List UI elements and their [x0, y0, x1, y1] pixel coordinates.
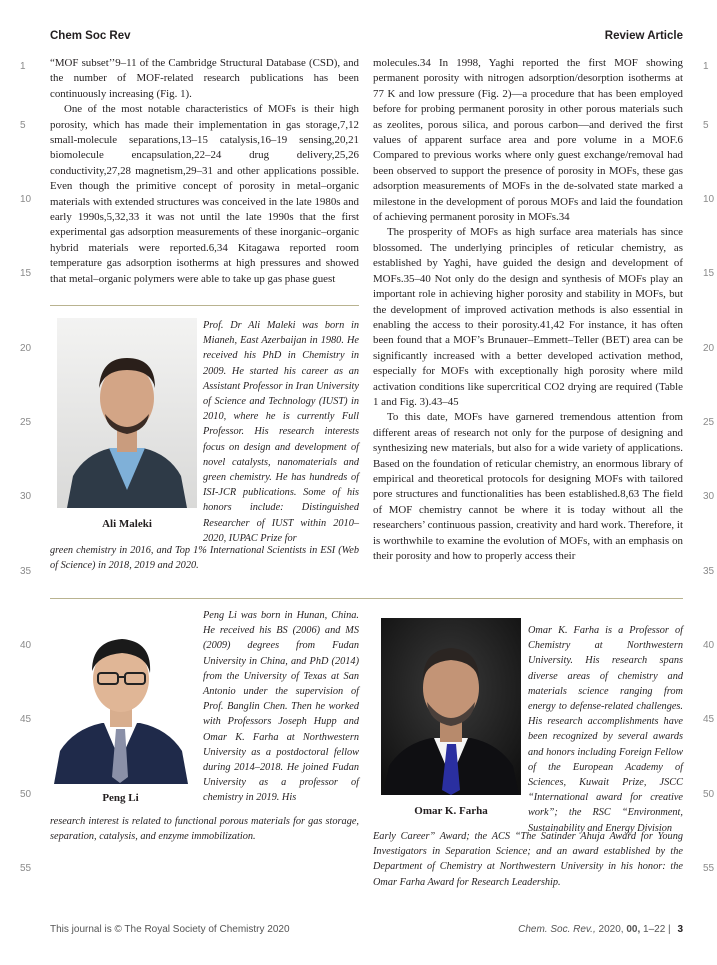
body-text-right-column [373, 56, 683, 564]
bio-separator [50, 305, 359, 306]
copyright-notice: This journal is © The Royal Society of Chemistry 2020 [50, 924, 290, 935]
line-number: 50 [703, 789, 715, 800]
line-number: 40 [20, 640, 32, 651]
line-number: 40 [703, 640, 715, 651]
paragraph: One of the most notable characteristics of MOFs is their high porosity, which has made their implementation in gas storage,7,12 small-molecule separations,13–15 catalysis,16–19 sensing,20,21 biomolecule encapsulation,22–24 drug delivery,25,26 conductivity,27,28 magnetism,29–31 and other applications possible. Even though the primitive concept of porosity in metal–organic materials with extended structures was conceived in the late 1980s and early 1990s,5,32,33 it was not until the late 1990s that the first experimental gas adsorption measurements of these inorganic–organic hybrid materials were reported.6,34 Kitagawa reported room temperature gas adsorption isotherms at high pressures and showed that metal–organic polymers were able to take up gas phase guest [50, 103, 359, 285]
bio-paragraph: Peng Li was born in Hunan, China. He received his BS (2006) and MS (2009) degrees from Fudan University in China, and PhD (2014) from the University of Texas at San Antonio under the supervision of Prof. Banglin Chen. Then he worked with Professors Joseph Hupp and Omar K. Farha at Northwestern University as a postdoctoral fellow during 2014–2018. He joined Fudan University as a professor of chemistry in 2019. His [203, 610, 359, 804]
paragraph: The prosperity of MOFs as high surface area materials has since blossomed. The underlying principles of reticular chemistry, as established by Yaghi, have guided the design and development of MOFs.35–40 Not only do the design and synthesis of MOFs play an important role in achieving higher porosity and stability in MOFs, but the development of improved activation methods is also essential in enabling the access to their porosity.41,42 For instance, it has often been found that a MOF’s Brunauer–Emmett–Teller (BET) area can be significantly increased with a better developed activation method, especially for MOFs with exceptionally high porosity where mild activation conditions like supercritical CO2 drying are required (Table 1 and Fig. 3).43–45 [373, 226, 683, 408]
line-number: 5 [703, 120, 709, 131]
bio-paragraph: green chemistry in 2016, and Top 1% International Scientists in ESI (Web of Science) in 2018, 2019 and 2020. [50, 545, 359, 572]
author-photo-ali-maleki [57, 318, 197, 508]
body-text-left-column [50, 56, 359, 287]
citation-year: 2020, [598, 924, 624, 935]
page-citation [518, 924, 683, 935]
line-number: 1 [20, 61, 26, 72]
bio-text-omar-farha-continued [373, 829, 683, 890]
line-number: 15 [20, 268, 32, 279]
journal-name: Chem Soc Rev [50, 30, 131, 42]
line-number: 55 [703, 863, 715, 874]
line-number: 45 [703, 714, 715, 725]
author-name-omar-farha: Omar K. Farha [414, 805, 488, 817]
line-number: 15 [703, 268, 715, 279]
line-number: 35 [20, 566, 32, 577]
bio-separator [50, 598, 683, 599]
line-number: 55 [20, 863, 32, 874]
bio-paragraph: research interest is related to functional porous materials for gas storage, separation, catalysis, and enzyme immobilization. [50, 816, 359, 843]
bio-text-omar-farha [528, 623, 683, 836]
line-number: 10 [20, 194, 32, 205]
paragraph: “MOF subset’’9–11 of the Cambridge Structural Database (CSD), and the number of MOF-related research publications has been continuously increasing (Fig. 1). [50, 57, 359, 100]
paragraph: To this date, MOFs have garnered tremendous attention from different areas of research not only for the purpose of designing and synthesizing new materials, but also for a wide variety of applications. Based on the foundation of reticular chemistry, an enormous library of empirical and theoretical protocols for designing MOFs with tailored pore structures and functionalities has been established.8,63 The field of MOF chemistry cannot be where it is today without all the researchers’ continuous passion, creativity and hard work. Therefore, it is worthwhile to examine the evolution of MOFs, with an emphasis on their porosity and how to properly access their [373, 411, 683, 562]
line-number: 50 [20, 789, 32, 800]
bio-text-ali-maleki-continued [50, 543, 359, 573]
author-photo-omar-farha [381, 618, 521, 795]
author-photo-peng-li [50, 611, 191, 784]
bio-paragraph: Omar K. Farha is a Professor of Chemistry at Northwestern University. His research spans diverse areas of chemistry and materials science ranging from energy to defense-related challenges. His research accomplishments have been recognized by several awards and honors including Foreign Fellow of the European Academy of Sciences, Kuwait Prize, JSCC “International award for creative work”; the RSC “Environment, Sustainability and Energy Division [528, 625, 683, 834]
article-type: Review Article [604, 30, 683, 42]
line-number: 30 [20, 491, 32, 502]
citation-pages: 1–22 [643, 924, 666, 935]
citation-volume: 00, [626, 924, 641, 935]
line-number: 30 [703, 491, 715, 502]
line-number: 10 [703, 194, 715, 205]
paragraph: molecules.34 In 1998, Yaghi reported the first MOF showing permanent porosity with nitrogen adsorption/desorption isotherms at 77 K and low pressure (Fig. 2)—a procedure that has been employed before for probing permanent porosity in other porous materials such as zeolites, porous silica, and porous carbon—and derived the first values of apparent surface area and pore volume in a MOF.6 Compared to previous works where only guest exchange/removal had been observed to support the presence of porosity in MOFs, these gas adsorption measurements of MOFs in the de-solvated state marked a milestone in the development of porous MOFs and laid the foundation of achieving permanent porosity in MOFs.34 [373, 57, 683, 224]
bio-paragraph: Prof. Dr Ali Maleki was born in Mianeh, East Azerbaijan in 1980. He received his PhD in Chemistry in 2009. He started his career as an Assistant Professor in Iran University of Science and Technology (IUST) in 2010, where he is currently Full Professor. His research interests focus on design and development of novel catalysts, nanomaterials and green chemistry. He has hundreds of ISI-JCR publications. Some of his honors include: Distinguished Researcher of IUST within 2010–2020, IUPAC Prize for [203, 320, 359, 544]
line-number: 20 [20, 343, 32, 354]
line-number: 25 [703, 417, 715, 428]
line-number: 5 [20, 120, 26, 131]
bio-paragraph: Early Career” Award; the ACS “The Satinder Ahuja Award for Young Investigators in Separation Science; and an award established by the Department of Chemistry at Northwestern University in his honor: the Omar Farha Award for Research Leadership. [373, 831, 683, 888]
author-name-ali-maleki: Ali Maleki [102, 518, 152, 530]
citation-separator: | [668, 924, 671, 935]
line-number: 45 [20, 714, 32, 725]
line-number: 1 [703, 61, 709, 72]
line-number: 20 [703, 343, 715, 354]
bio-text-peng-li [203, 608, 359, 806]
page-number: 3 [677, 924, 683, 935]
citation-journal: Chem. Soc. Rev., [518, 924, 596, 935]
bio-text-ali-maleki [203, 318, 359, 546]
line-number: 25 [20, 417, 32, 428]
author-name-peng-li: Peng Li [102, 792, 139, 804]
bio-text-peng-li-continued [50, 814, 359, 844]
line-number: 35 [703, 566, 715, 577]
